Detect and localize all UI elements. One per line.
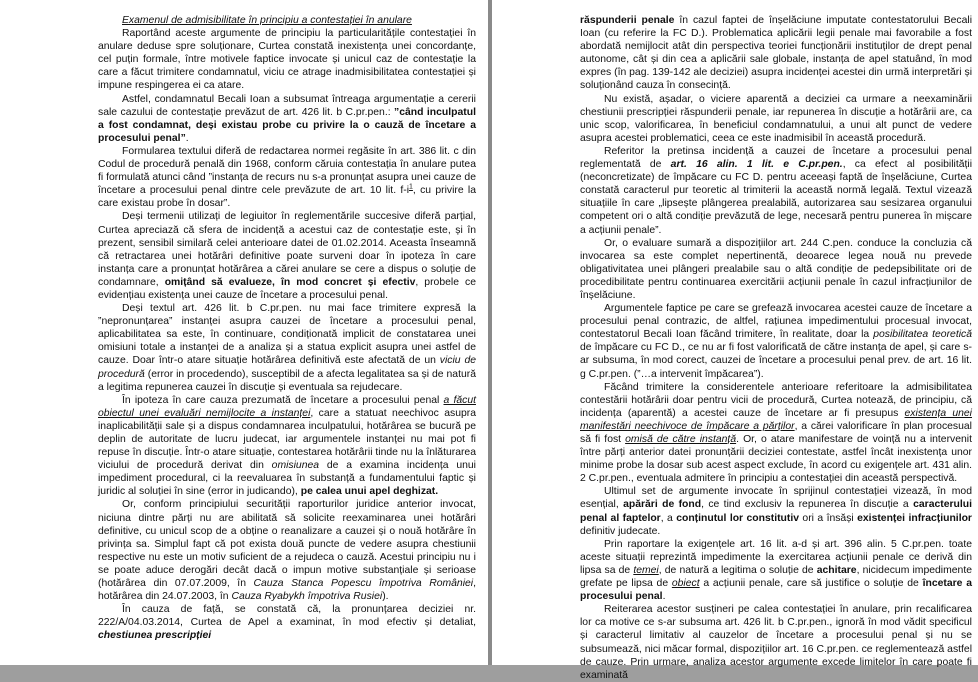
right-text-run: achitare xyxy=(816,564,857,576)
right-text-run: obiect xyxy=(671,578,700,590)
right-text-run: , de natură a legitima o soluție de xyxy=(658,564,817,576)
right-text-run: . Or, o atare manifestare de voință nu a intervenit între părți anterior datei pronunțării deciziei contestate, astfel încât inexistența unor minime probe la dosar sub acest aspect exclude, în acord cu exigențele art. 431 alin. 2 C.pr.pen., eventuala admitere în principiu a contestației din această perspectivă. xyxy=(580,434,972,485)
right-text-run: Argumentele faptice pe care se grefează invocarea acestei cauze de încetare a procesului penal contrazic, de altfel, rațiunea impedimentului procesual invocat, contestatorul Becali Ioan făcând trimitere, în realitate, doar la xyxy=(580,303,972,341)
right-text-run: , a cărei valorificare în plan procesual să fi fost xyxy=(580,420,972,445)
left-text-run: (error in procedendo), susceptibil de a afecta legalitatea sa și de natură a legitima repunerea cauzei în discuție și eventuala sa rejudecare. xyxy=(98,368,476,393)
left-text-run: . xyxy=(185,132,189,144)
left-paragraph xyxy=(98,210,476,302)
right-text-run: , nicidecum impedimente grefate pe lipsa de xyxy=(580,564,972,590)
left-paragraph xyxy=(98,603,476,642)
left-text-run: Raportând aceste argumente de principiu la particularitățile contestației în anulare deduse spre soluționare, Curtea constată inexistența unei concordanțe, cel puțin formale, între motivele faptice invocate și unicul caz de contestație la care a făcut trimitere condamnatul, viciu ce atrage inadmisibilitatea contestației și impune respingerea ei ca atare. xyxy=(98,28,476,92)
left-text-run: 1 xyxy=(409,183,413,191)
right-paragraph xyxy=(580,14,972,93)
left-text-run: chestiunea prescripției xyxy=(98,630,212,642)
left-text-run: viciu de procedură xyxy=(98,355,476,380)
right-text-run: , a xyxy=(660,512,677,524)
left-text-run: ). xyxy=(382,591,389,603)
right-paragraph xyxy=(580,538,972,603)
left-paragraph xyxy=(98,498,476,603)
right-text-run: apărări de fond xyxy=(623,499,702,511)
page-right xyxy=(492,0,978,681)
right-paragraph xyxy=(580,603,972,682)
left-text-run: , probele ce evidențiau existența unei cauze de încetare a procesului penal. xyxy=(98,276,476,301)
right-text-run: de împăcare cu FC D., ce nu ar fi fost valorificată de către instanța de apel, și care s-ar subsuma, în mod corect, cauzei de încetare a procesului penal prev. de art. 16 lit. g C.pr.pen. (”…a intervenit împăcarea”). xyxy=(580,342,972,380)
right-text-run: Or, o evaluare sumară a dispozițiilor art. 244 C.pen. conduce la concluzia că invocarea sa este complet nepertinentă, deoarece legea nouă nu prevede obligativitatea unei plângeri prealabile sau o altă condiție de pedepsibilitate ori de procedibilitate pentru continuarea exercitării acțiunii penale în cazul infracțiunilor de înșelăciune. xyxy=(580,237,972,301)
left-paragraph xyxy=(98,27,476,92)
right-text-run: , ca efect al posibilității (neconcretizate) de împăcare cu FC D. pentru aceeași faptă de înșelăciune, Curtea constată caracterul pur teoretic al trimiterii la această normă legală. Textul vizează situațiile în care „lipsește plângerea prealabilă, autorizarea sau sesizarea organului competent ori o altă condiție prevăzută de lege, necesară pentru punerea în mișcare a acțiunii penale”. xyxy=(580,159,973,236)
left-paragraph xyxy=(98,14,476,27)
left-text-run: În cauza de față, se constată că, la pronunțarea deciziei nr. 222/A/04.03.2014, Curtea de Apel a examinat, în mod efectiv și detaliat, xyxy=(98,604,476,629)
left-text-run: Astfel, condamnatul Becali Ioan a subsumat întreaga argumentație a cererii sale cazului de contestație prevăzut de art. 426 lit. b C.pr.pen.: xyxy=(98,93,476,118)
left-paragraph xyxy=(98,394,476,499)
right-text-run: Prin raportare la exigențele art. 16 lit. a-d și art. 396 alin. 5 C.pr.pen. toate aceste situații reprezintă impedimente la exercitarea acțiunii penale ce derivă din lipsa sa de xyxy=(580,538,972,576)
left-text-run: , care a statuat neechivoc asupra inaplicabilității sale și a dispus condamnarea inculpatului, hotărârea se bucură pe deplin de autoritate de lucru judecat, iar argumentele instanței nu mai pot fi repuse în discuție. Într-o atare situație, contestarea hotărârii tinde nu la înlăturarea viciului de procedură derivat din xyxy=(98,407,476,472)
right-text-run: existenței infracțiunilor xyxy=(857,512,972,524)
left-text-run: Cauza Ryabykh împotriva Rusiei xyxy=(231,591,383,603)
right-text-run: răspunderii penale xyxy=(580,15,675,26)
right-text-run: omisă de către instanță xyxy=(625,434,737,445)
left-text-run: , hotărârea din 24.07.2003, în xyxy=(98,578,476,603)
right-text-run: încetare a procesului penal xyxy=(580,578,972,603)
right-paragraph xyxy=(580,93,972,145)
right-text-run: art. 16 alin. 1 lit. e C.pr.pen. xyxy=(670,159,843,171)
left-text-run: Formularea textului diferă de redactarea normei regăsite în art. 386 lit. c din Codul de procedură penală din 1968, conform căruia contestația în anulare putea fi formulată atunci când ”instanța de recurs nu s-a pronunțat asupra unei cauze de încetare a procesului penal dintre cele prevăzute de art. 10 lit. f-i xyxy=(98,145,476,197)
right-paragraph xyxy=(580,485,972,537)
page-left xyxy=(0,0,488,665)
right-text-run: posibilitatea teoretică xyxy=(873,329,972,341)
left-text-run: Cauza Stanca Popescu împotriva României xyxy=(253,578,474,590)
right-text-run: existența unei manifestări neechivoce de împăcare a părților xyxy=(580,407,972,432)
right-paragraph xyxy=(580,237,972,302)
right-paragraph xyxy=(580,145,972,237)
left-text-run: Examenul de admisibilitate în principiu a contestației în anulare xyxy=(122,15,412,26)
right-text-run: ori a însăși xyxy=(799,512,858,524)
left-text-run: Or, conform principiului securității raporturilor juridice anterior invocat, niciuna dintre părți nu are abilitată să solicite reexaminarea unei hotărâri definitive, cu unicul scop de a obține o reanalizare a cauzei și o nouă hotărâre în privința sa. Simplul fapt că pot exista două puncte de vedere asupra chestiunii respective nu este un motiv suficient de a rejudeca o cauză. Acestui principiu nu i se poate aduce derogări decât dacă o impun motive substanțiale și serioase (hotărârea din 07.07.2009, în xyxy=(98,499,476,590)
right-text-run: Reiterarea acestor susțineri pe calea contestației în anulare, prin recalificarea lor ca motive ce s-ar subsuma art. 426 lit. b C.pr.pen., ignoră în mod vădit specificul și caracterul limitativ al cauzelor de încetare a procesului penal și nu se subsumează, nici măcar formal, dispozițiilor art. 16 C.pr.pen. ce reglementează astfel de cauze. Prin urmare, analiza acestor argumente excede limitelor în care poate fi examinată xyxy=(580,604,972,681)
right-paragraph xyxy=(580,302,972,381)
right-text-run: a acțiunii penale, care să justifice o soluție de xyxy=(699,578,923,590)
right-text-run: Ultimul set de argumente invocate în sprijinul contestației vizează, în mod esențial, xyxy=(580,486,972,511)
right-text-run: în cazul faptei de înșelăciune imputate contestatorului Becali Ioan (cu referire la FC D.). Problematica aplicării legii penale mai favorabile a fost abordată nemijlocit atât din perspectiva teoriei funcționării instituților de drept penal autonome, cât și din cea a aplicării sale globale, instanța de apel statuând, în mod expres (în pag. 139-142 ale deciziei) asupra incidenței acestei din urmă interpretări și soluționând cauza în consecință. xyxy=(580,15,973,92)
right-text-run: . xyxy=(662,591,666,603)
left-text-run: omisiunea xyxy=(271,460,320,472)
right-text-run: definitiv judecate. xyxy=(580,525,661,537)
right-paragraph xyxy=(580,381,972,486)
left-paragraph xyxy=(98,302,476,394)
right-text-run: caracterului penal al faptelor xyxy=(580,499,973,524)
right-text-run: Făcând trimitere la considerentele anterioare referitoare la admisibilitatea contestării hotărârii doar pentru vicii de procedură, Curtea notează, de principiu, că incidența (aparentă) a acestei cauze de încetare ar fi presupus xyxy=(580,381,972,419)
left-text-run: Deși textul art. 426 lit. b C.pr.pen. nu mai face trimitere expresă la ”nepronunțarea” instanței asupra cauzei de încetare a procesului penal, aplicabilitatea sa este, în continuare, condiționată implicit de constatarea unei omisiuni totale a instanței de a analiza și a statua explicit asupra unei astfel de cauze. Doar într-o atare situație hotărârea definitivă este afectată de un xyxy=(98,303,476,367)
left-text-run: În ipoteza în care cauza prezumată de încetare a procesului penal xyxy=(122,394,444,406)
left-text-run: a făcut obiectul unei evaluări nemijlocite a instanței xyxy=(98,394,476,419)
left-text-run: omițând să evalueze, în mod concret și efectiv xyxy=(164,276,416,288)
left-text-run: pe calea unui apel deghizat. xyxy=(300,486,439,498)
right-text-run: Referitor la pretinsa incidență a cauzei de încetare a procesului penal reglementată de xyxy=(580,145,972,171)
left-paragraph xyxy=(98,93,476,145)
right-text-run: conținutul lor constitutiv xyxy=(676,512,800,524)
left-text-run: Deși termenii utilizați de legiuitor în reglementările succesive diferă parțial, Curtea apreciază că sfera de incidență a acestui caz de contestație este, și în prezent, sensibil similară celei anterioare datei de 01.02.2014. Aceasta înseamnă că retractarea unei hotărâri definitive poate surveni doar în ipoteza în care instanța care a pronunțat hotărârea a cărei anulare se cere a dispus o soluție de condamnare, xyxy=(98,211,476,288)
right-text-run: , ce tind exclusiv la repunerea în discuție a xyxy=(701,499,914,511)
left-paragraph xyxy=(98,145,476,210)
left-text-run: , cu privire la care existau probe în dosar”. xyxy=(98,185,476,210)
right-text-run: Nu există, așadar, o viciere aparentă a deciziei ca urmare a neexaminării chestiunii prescripției răspunderii penale, iar repunerea în discuție a hotărârii are, ca unic scop, valorificarea, în beneficiul condamnatului, a unui alt punct de vedere asupra acestei problematici, ceea ce este inadmisibil în această procedură. xyxy=(580,93,972,144)
left-text-run: de a examina incidența unui impediment procedural, ci la reevaluarea în substanță a fundamentului faptic și juridic al soluției în sine (error in judicando), xyxy=(98,460,476,498)
left-text-run: ”când inculpatul a fost condamnat, deși existau probe cu privire la o cauză de încetare a procesului penal” xyxy=(98,106,476,144)
right-text-run: temei xyxy=(633,564,659,576)
